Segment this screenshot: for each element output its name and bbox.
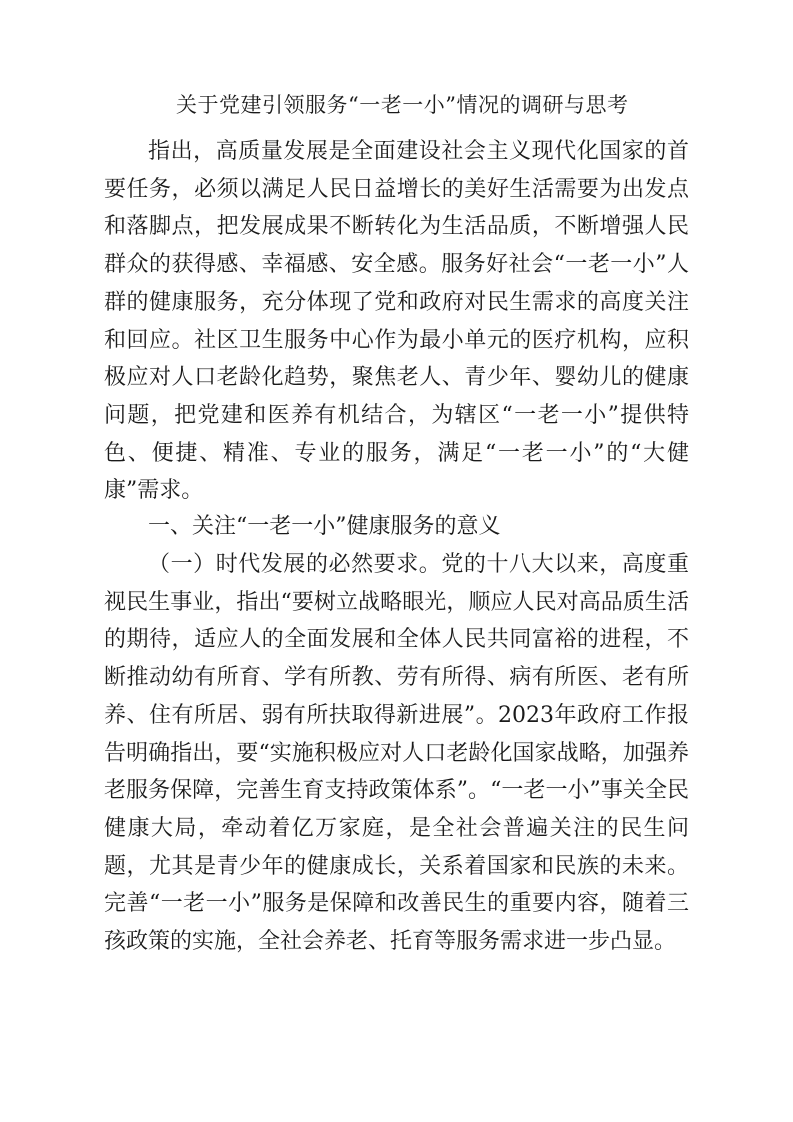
body-paragraph-1-1: （一）时代发展的必然要求。党的十八大以来，高度重视民生事业，指出“要树立战略眼光，顺应人民对高品质生活的期待，适应人的全面发展和全体人民共同富裕的进程，不断推动幼有所育、学有所教、劳有所得、病有所医、老有所养、住有所居、弱有所扶取得新进展”。2023年政府工作报告明确指出，要“实施积极应对人口老龄化国家战略，加强养老服务保障，完善生育支持政策体系”。“一老一小”事关全民健康大局，牵动着亿万家庭，是全社会普遍关注的民生问题，尤其是青少年的健康成长，关系着国家和民族的未来。完善“一老一小”服务是保障和改善民生的重要内容，随着三孩政策的实施，全社会养老、托育等服务需求进一步凸显。 (104, 552, 689, 955)
document-title: 关于党建引领服务“一老一小”情况的调研与思考 (176, 93, 629, 117)
body-paragraph-intro: 指出，高质量发展是全面建设社会主义现代化国家的首要任务，必须以满足人民日益增长的美好生活需要为出发点和落脚点，把发展成果不断转化为生活品质，不断增强人民群众的获得感、幸福感、安全感。服务好社会“一老一小”人群的健康服务，充分体现了党和政府对民生需求的高度关注和回应。社区卫生服务中心作为最小单元的医疗机构，应积极应对人口老龄化趋势，聚焦老人、青少年、婴幼儿的健康问题，把党建和医养有机结合，为辖区“一老一小”提供特色、便捷、精准、专业的服务，满足“一老一小”的“大健康”需求。 (104, 139, 689, 504)
section-heading-1: 一、关注“一老一小”健康服务的意义 (148, 514, 501, 539)
